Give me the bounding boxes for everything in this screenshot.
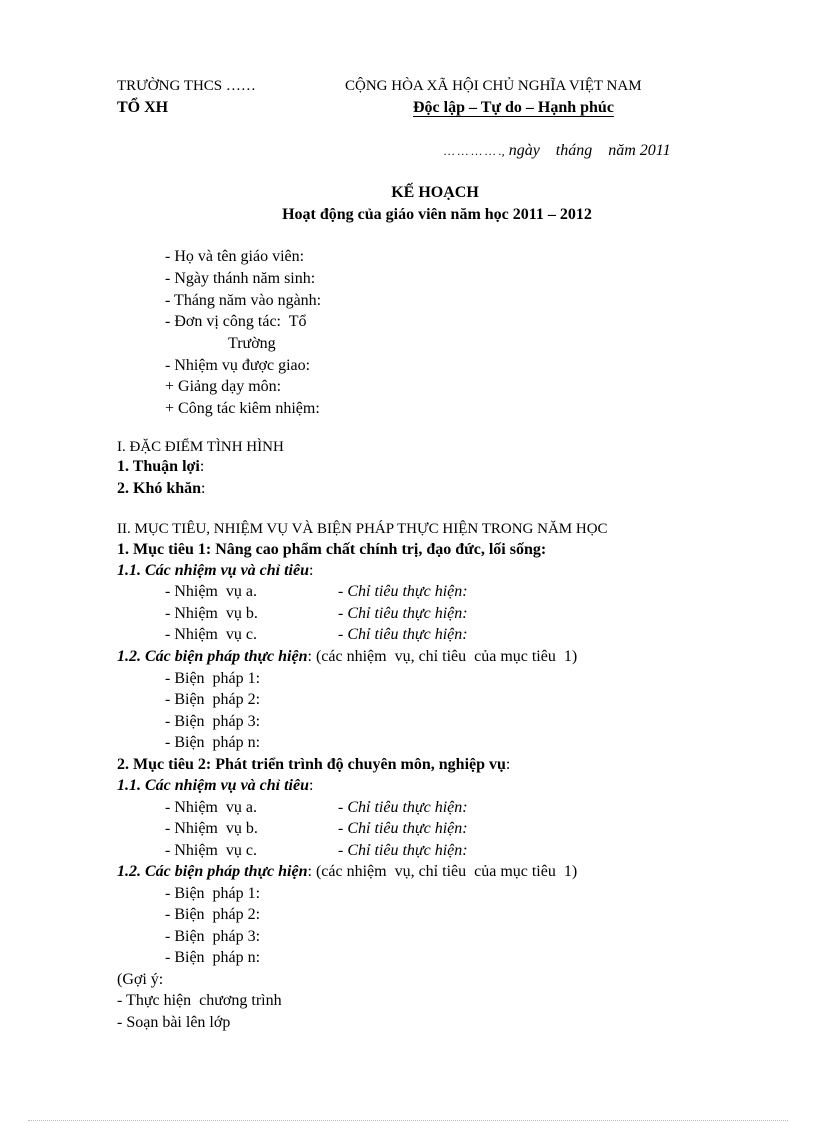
task-item: - Nhiệm vụ c.	[165, 842, 257, 859]
colon: :	[309, 562, 314, 579]
goal-2-line	[117, 754, 510, 776]
difficulties-line	[117, 478, 206, 500]
date-text: ngày tháng năm 2011	[508, 142, 671, 159]
measures-heading-line	[117, 646, 577, 668]
measures-heading: 1.2. Các biện pháp thực hiện	[117, 863, 308, 880]
info-line: + Giảng dạy môn:	[165, 378, 282, 395]
measures-heading-line	[117, 861, 577, 883]
info-line: - Ngày thánh năm sinh:	[165, 270, 316, 287]
section-heading: II. MỤC TIÊU, NHIỆM VỤ VÀ BIỆN PHÁP THỰC HIỆN TRONG NĂM HỌC	[117, 521, 608, 537]
goal-1-heading: 1. Mục tiêu 1: Nâng cao phẩm chất chính trị, đạo đức, lối sống:	[117, 541, 547, 558]
measure-item: - Biện pháp 3:	[165, 928, 261, 945]
tasks-heading-line	[117, 775, 313, 797]
date-line	[444, 140, 671, 163]
target-item: - Chỉ tiêu thực hiện:	[338, 820, 468, 837]
colon: :	[201, 480, 206, 497]
doc-title: KẾ HOẠCH	[391, 184, 479, 201]
school-name: TRƯỜNG THCS ……	[117, 78, 256, 94]
info-line: + Công tác kiêm nhiệm:	[165, 400, 320, 417]
task-item: - Nhiệm vụ b.	[165, 605, 258, 622]
task-item: - Nhiệm vụ a.	[165, 583, 257, 600]
target-item: - Chỉ tiêu thực hiện:	[338, 842, 468, 859]
page-bottom-rule	[28, 1120, 788, 1121]
measure-item: - Biện pháp n:	[165, 734, 261, 751]
task-item: - Nhiệm vụ a.	[165, 799, 257, 816]
tasks-heading-line	[117, 560, 313, 582]
goal-2-heading: 2. Mục tiêu 2: Phát triển trình độ chuyên môn, nghiệp vụ	[117, 756, 506, 773]
tasks-heading: 1.1. Các nhiệm vụ và chỉ tiêu	[117, 777, 309, 794]
hint-label: (Gợi ý:	[117, 971, 164, 988]
info-line: - Tháng năm vào ngành:	[165, 292, 322, 309]
info-line: - Đơn vị công tác: Tổ	[165, 313, 307, 330]
measure-item: - Biện pháp 2:	[165, 906, 261, 923]
group-name: TỔ XH	[117, 99, 169, 116]
target-item: - Chỉ tiêu thực hiện:	[338, 583, 468, 600]
colon: :	[309, 777, 314, 794]
measure-item: - Biện pháp n:	[165, 949, 261, 966]
tasks-heading: 1.1. Các nhiệm vụ và chỉ tiêu	[117, 562, 309, 579]
measure-item: - Biện pháp 3:	[165, 713, 261, 730]
info-line: - Họ và tên giáo viên:	[165, 248, 305, 265]
advantages-label: 1. Thuận lợi	[117, 458, 200, 475]
hint-item: - Thực hiện chương trình	[117, 992, 282, 1009]
measure-item: - Biện pháp 2:	[165, 691, 261, 708]
hint-item: - Soạn bài lên lớp	[117, 1014, 231, 1031]
doc-subtitle: Hoạt động của giáo viên năm học 2011 – 2012	[282, 206, 592, 223]
measure-item: - Biện pháp 1:	[165, 670, 261, 687]
date-dots: … … … … .,	[444, 144, 505, 158]
nation-title: CỘNG HÒA XÃ HỘI CHỦ NGHĨA VIỆT NAM	[345, 78, 642, 94]
measures-heading: 1.2. Các biện pháp thực hiện	[117, 648, 308, 665]
section-heading: I. ĐẶC ĐIỂM TÌNH HÌNH	[117, 439, 284, 455]
target-item: - Chỉ tiêu thực hiện:	[338, 626, 468, 643]
measures-note: : (các nhiệm vụ, chỉ tiêu của mục tiêu 1)	[307, 863, 578, 880]
target-item: - Chỉ tiêu thực hiện:	[338, 799, 468, 816]
target-item: - Chỉ tiêu thực hiện:	[338, 605, 468, 622]
info-line: Trường	[228, 335, 276, 352]
difficulties-label: 2. Khó khăn	[117, 480, 202, 497]
measures-note: : (các nhiệm vụ, chỉ tiêu của mục tiêu 1)	[307, 648, 578, 665]
colon: :	[505, 756, 511, 773]
motto: Độc lập – Tự do – Hạnh phúc	[413, 99, 614, 116]
measure-item: - Biện pháp 1:	[165, 885, 261, 902]
task-item: - Nhiệm vụ c.	[165, 626, 257, 643]
info-line: - Nhiệm vụ được giao:	[165, 357, 311, 374]
task-item: - Nhiệm vụ b.	[165, 820, 258, 837]
advantages-line	[117, 456, 204, 478]
colon: :	[199, 458, 205, 475]
